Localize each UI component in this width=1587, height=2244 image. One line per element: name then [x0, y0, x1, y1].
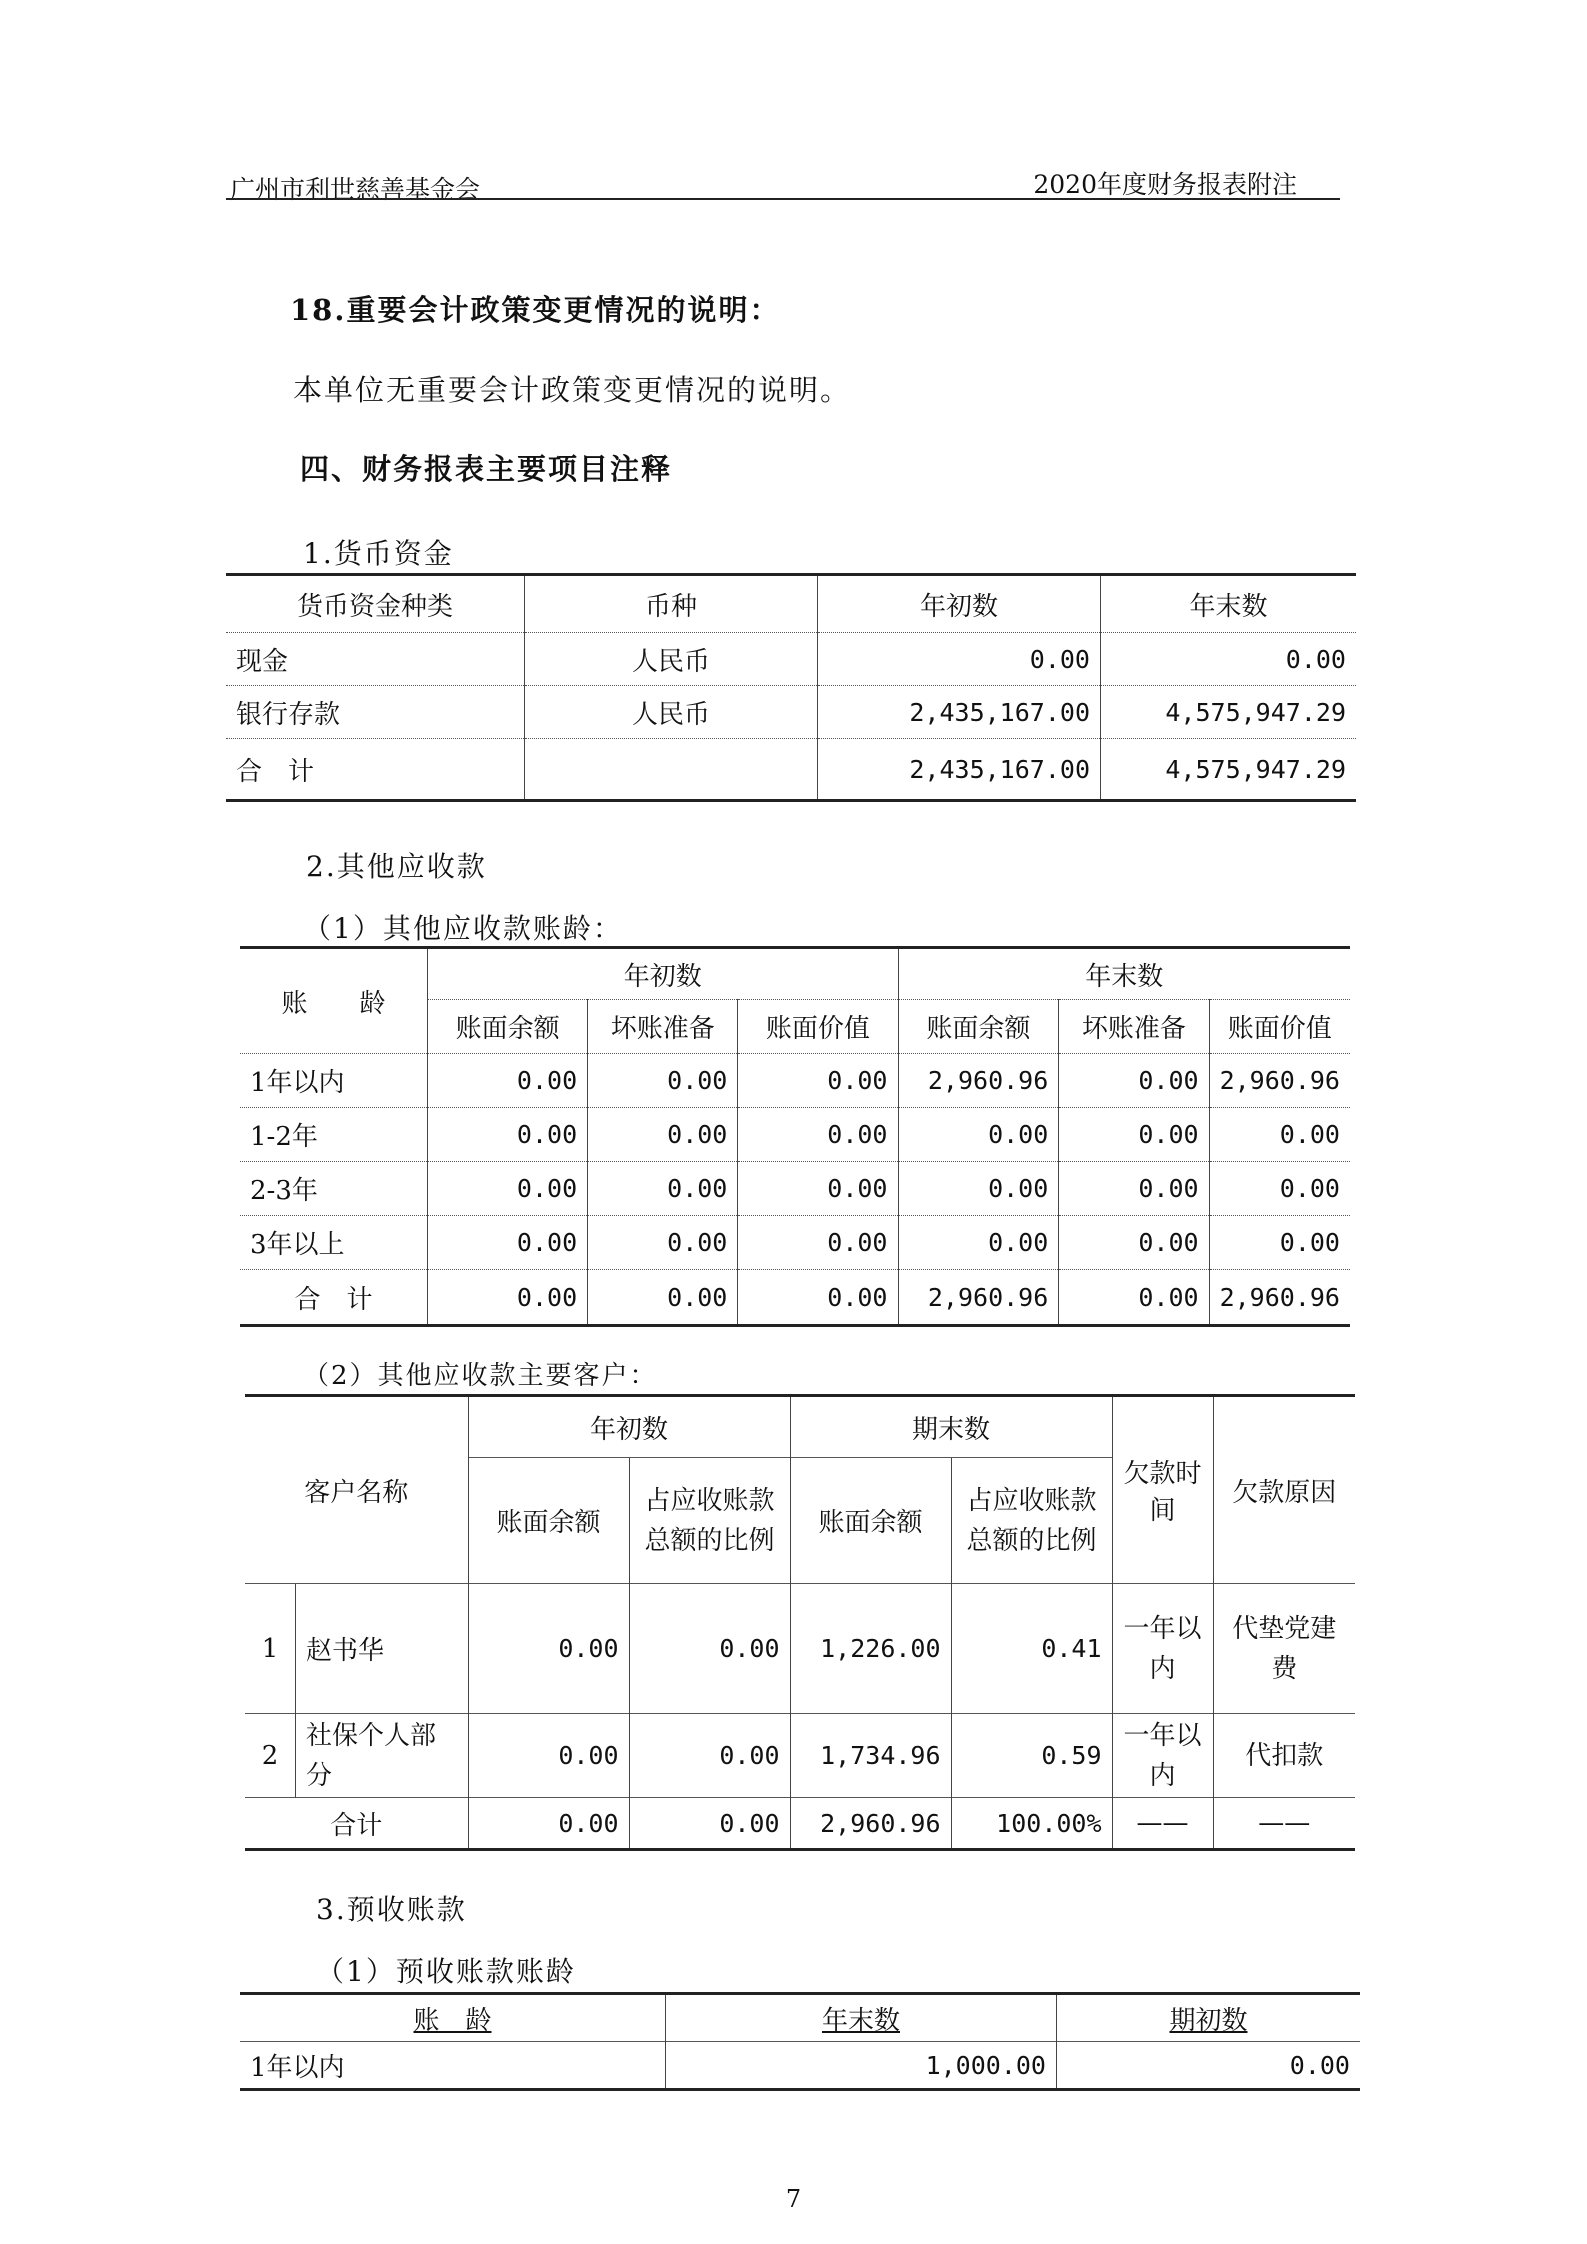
cash-header-end: 年末数 [1101, 575, 1357, 633]
aging-cell: 0.00 [1059, 1162, 1209, 1216]
customers-header-begin: 年初数 [468, 1396, 790, 1458]
customers-cell-reason: —— [1213, 1798, 1355, 1850]
customers-header-reason: 欠款原因 [1213, 1396, 1355, 1584]
aging-cell: 0.00 [738, 1108, 898, 1162]
aging-header-begin: 年初数 [428, 948, 898, 1000]
cash-cell-type: 现金 [226, 633, 525, 686]
aging-cell: 2,960.96 [898, 1270, 1059, 1326]
aging-cell: 0.00 [1059, 1270, 1209, 1326]
cash-row [226, 633, 1356, 686]
cash-cell-end: 4,575,947.29 [1101, 686, 1357, 739]
customers-cell-time: —— [1112, 1798, 1213, 1850]
customers-sub-header-ratio: 占应收账款总额的比例 [951, 1458, 1112, 1584]
customers-header-time: 欠款时间 [1112, 1396, 1213, 1584]
customers-cell-begin-balance: 0.00 [468, 1584, 629, 1714]
aging-cell: 0.00 [898, 1216, 1059, 1270]
aging-cell: 2,960.96 [1209, 1270, 1350, 1326]
customers-cell-begin-ratio: 0.00 [629, 1714, 790, 1798]
cash-total-row [226, 739, 1356, 801]
aging-cell: 0.00 [1209, 1216, 1350, 1270]
aging-sub-header: 坏账准备 [1059, 1000, 1209, 1054]
aging-cell-age: 1年以内 [240, 1054, 428, 1108]
header-organization: 广州市利世慈善基金会 [230, 175, 481, 204]
aging-sub-header: 账面价值 [738, 1000, 898, 1054]
aging-cell: 0.00 [588, 1270, 738, 1326]
aging-cell: 0.00 [1059, 1054, 1209, 1108]
aging-cell: 0.00 [428, 1108, 588, 1162]
customers-cell-end-ratio: 0.59 [951, 1714, 1112, 1798]
customers-cell-end-balance: 1,226.00 [790, 1584, 951, 1714]
cash-cell-begin: 2,435,167.00 [818, 686, 1101, 739]
page-number: 7 [785, 2185, 802, 2213]
cash-header-currency: 币种 [525, 575, 818, 633]
customers-cell-begin-balance: 0.00 [468, 1798, 629, 1850]
aging-subtitle: （1）其他应收款账龄： [303, 912, 623, 945]
cash-cell-currency [525, 739, 818, 801]
other-receivables-title: 2.其他应收款 [306, 850, 487, 883]
cash-header-begin: 年初数 [818, 575, 1101, 633]
advance-section-title: 3.预收账款 [316, 1893, 467, 1926]
cash-cell-begin: 2,435,167.00 [818, 739, 1101, 801]
aging-cell: 0.00 [738, 1270, 898, 1326]
aging-header-end: 年末数 [898, 948, 1350, 1000]
aging-row [240, 1054, 1350, 1108]
aging-table [240, 946, 1350, 1327]
aging-cell-age: 1-2年 [240, 1108, 428, 1162]
customers-cell-begin-ratio: 0.00 [629, 1798, 790, 1850]
customers-cell-reason: 代扣款 [1213, 1714, 1355, 1798]
aging-cell: 0.00 [898, 1162, 1059, 1216]
cash-header-type: 货币资金种类 [226, 575, 525, 633]
section-4-heading: 四、财务报表主要项目注释 [300, 452, 673, 486]
customers-cell-time: 一年以内 [1112, 1584, 1213, 1714]
aging-cell: 0.00 [588, 1216, 738, 1270]
section-18-heading: 18.重要会计政策变更情况的说明： [290, 293, 781, 327]
aging-cell: 0.00 [588, 1162, 738, 1216]
aging-cell: 0.00 [1209, 1162, 1350, 1216]
cash-row [226, 686, 1356, 739]
advance-cell-end: 1,000.00 [666, 2042, 1057, 2090]
aging-sub-header: 账面余额 [898, 1000, 1059, 1054]
aging-cell: 0.00 [738, 1216, 898, 1270]
customers-sub-header-ratio: 占应收账款总额的比例 [629, 1458, 790, 1584]
cash-cell-type: 银行存款 [226, 686, 525, 739]
aging-cell: 0.00 [428, 1270, 588, 1326]
cash-cell-begin: 0.00 [818, 633, 1101, 686]
cash-cell-type: 合 计 [226, 739, 525, 801]
advance-cell-age: 1年以内 [240, 2042, 666, 2090]
customers-cell-reason: 代垫党建费 [1213, 1584, 1355, 1714]
advance-cell-begin: 0.00 [1057, 2042, 1361, 2090]
header-rule [226, 198, 1340, 200]
customers-subtitle: （2）其他应收款主要客户： [303, 1361, 658, 1391]
customers-cell-name: 社保个人部分 [296, 1714, 469, 1798]
aging-total-row [240, 1270, 1350, 1326]
header-report-title: 2020年度财务报表附注 [1033, 170, 1297, 199]
customers-cell-end-balance: 2,960.96 [790, 1798, 951, 1850]
aging-cell: 0.00 [1209, 1108, 1350, 1162]
aging-cell: 0.00 [428, 1054, 588, 1108]
customers-cell-begin-ratio: 0.00 [629, 1584, 790, 1714]
aging-cell-age: 合 计 [240, 1270, 428, 1326]
advance-header-begin: 期初数 [1057, 1994, 1361, 2042]
aging-sub-header: 坏账准备 [588, 1000, 738, 1054]
aging-row [240, 1108, 1350, 1162]
aging-cell: 2,960.96 [898, 1054, 1059, 1108]
customers-cell-begin-balance: 0.00 [468, 1714, 629, 1798]
aging-cell: 0.00 [588, 1054, 738, 1108]
customers-cell-no: 2 [245, 1714, 296, 1798]
cash-cell-currency: 人民币 [525, 633, 818, 686]
cash-section-title: 1.货币资金 [303, 537, 454, 570]
customers-sub-header-balance: 账面余额 [468, 1458, 629, 1584]
customers-row [245, 1584, 1355, 1714]
aging-cell: 0.00 [738, 1054, 898, 1108]
advance-header-row [240, 1994, 1360, 2042]
customers-table [245, 1394, 1355, 1851]
aging-cell-age: 2-3年 [240, 1162, 428, 1216]
aging-cell: 0.00 [428, 1162, 588, 1216]
advance-aging-table [240, 1992, 1360, 2091]
aging-sub-header: 账面价值 [1209, 1000, 1350, 1054]
aging-cell: 2,960.96 [1209, 1054, 1350, 1108]
customers-cell-name: 赵书华 [296, 1584, 469, 1714]
customers-cell-name: 合计 [245, 1798, 468, 1850]
aging-cell: 0.00 [428, 1216, 588, 1270]
cash-cell-end: 4,575,947.29 [1101, 739, 1357, 801]
advance-row [240, 2042, 1360, 2090]
aging-sub-header: 账面余额 [428, 1000, 588, 1054]
aging-row [240, 1162, 1350, 1216]
section-18-body: 本单位无重要会计政策变更情况的说明。 [293, 373, 852, 407]
customers-cell-time: 一年以内 [1112, 1714, 1213, 1798]
aging-cell-age: 3年以上 [240, 1216, 428, 1270]
cash-cell-end: 0.00 [1101, 633, 1357, 686]
aging-cell: 0.00 [1059, 1108, 1209, 1162]
customers-header-end: 期末数 [790, 1396, 1112, 1458]
aging-cell: 0.00 [738, 1162, 898, 1216]
customers-header-name: 客户名称 [245, 1396, 468, 1584]
customers-cell-end-ratio: 100.00% [951, 1798, 1112, 1850]
aging-cell: 0.00 [898, 1108, 1059, 1162]
customers-group-header-row [245, 1396, 1355, 1458]
customers-cell-end-ratio: 0.41 [951, 1584, 1112, 1714]
customers-total-row [245, 1798, 1355, 1850]
aging-row [240, 1216, 1350, 1270]
customers-cell-no: 1 [245, 1584, 296, 1714]
aging-header-age: 账 龄 [240, 948, 428, 1054]
customers-sub-header-balance: 账面余额 [790, 1458, 951, 1584]
customers-row [245, 1714, 1355, 1798]
cash-header-row [226, 575, 1356, 633]
cash-cell-currency: 人民币 [525, 686, 818, 739]
aging-cell: 0.00 [588, 1108, 738, 1162]
advance-header-age: 账 龄 [240, 1994, 666, 2042]
aging-cell: 0.00 [1059, 1216, 1209, 1270]
aging-group-header-row [240, 948, 1350, 1000]
customers-cell-end-balance: 1,734.96 [790, 1714, 951, 1798]
advance-header-end: 年末数 [666, 1994, 1057, 2042]
advance-aging-subtitle: （1）预收账款账龄 [316, 1955, 576, 1988]
cash-table [226, 573, 1356, 802]
